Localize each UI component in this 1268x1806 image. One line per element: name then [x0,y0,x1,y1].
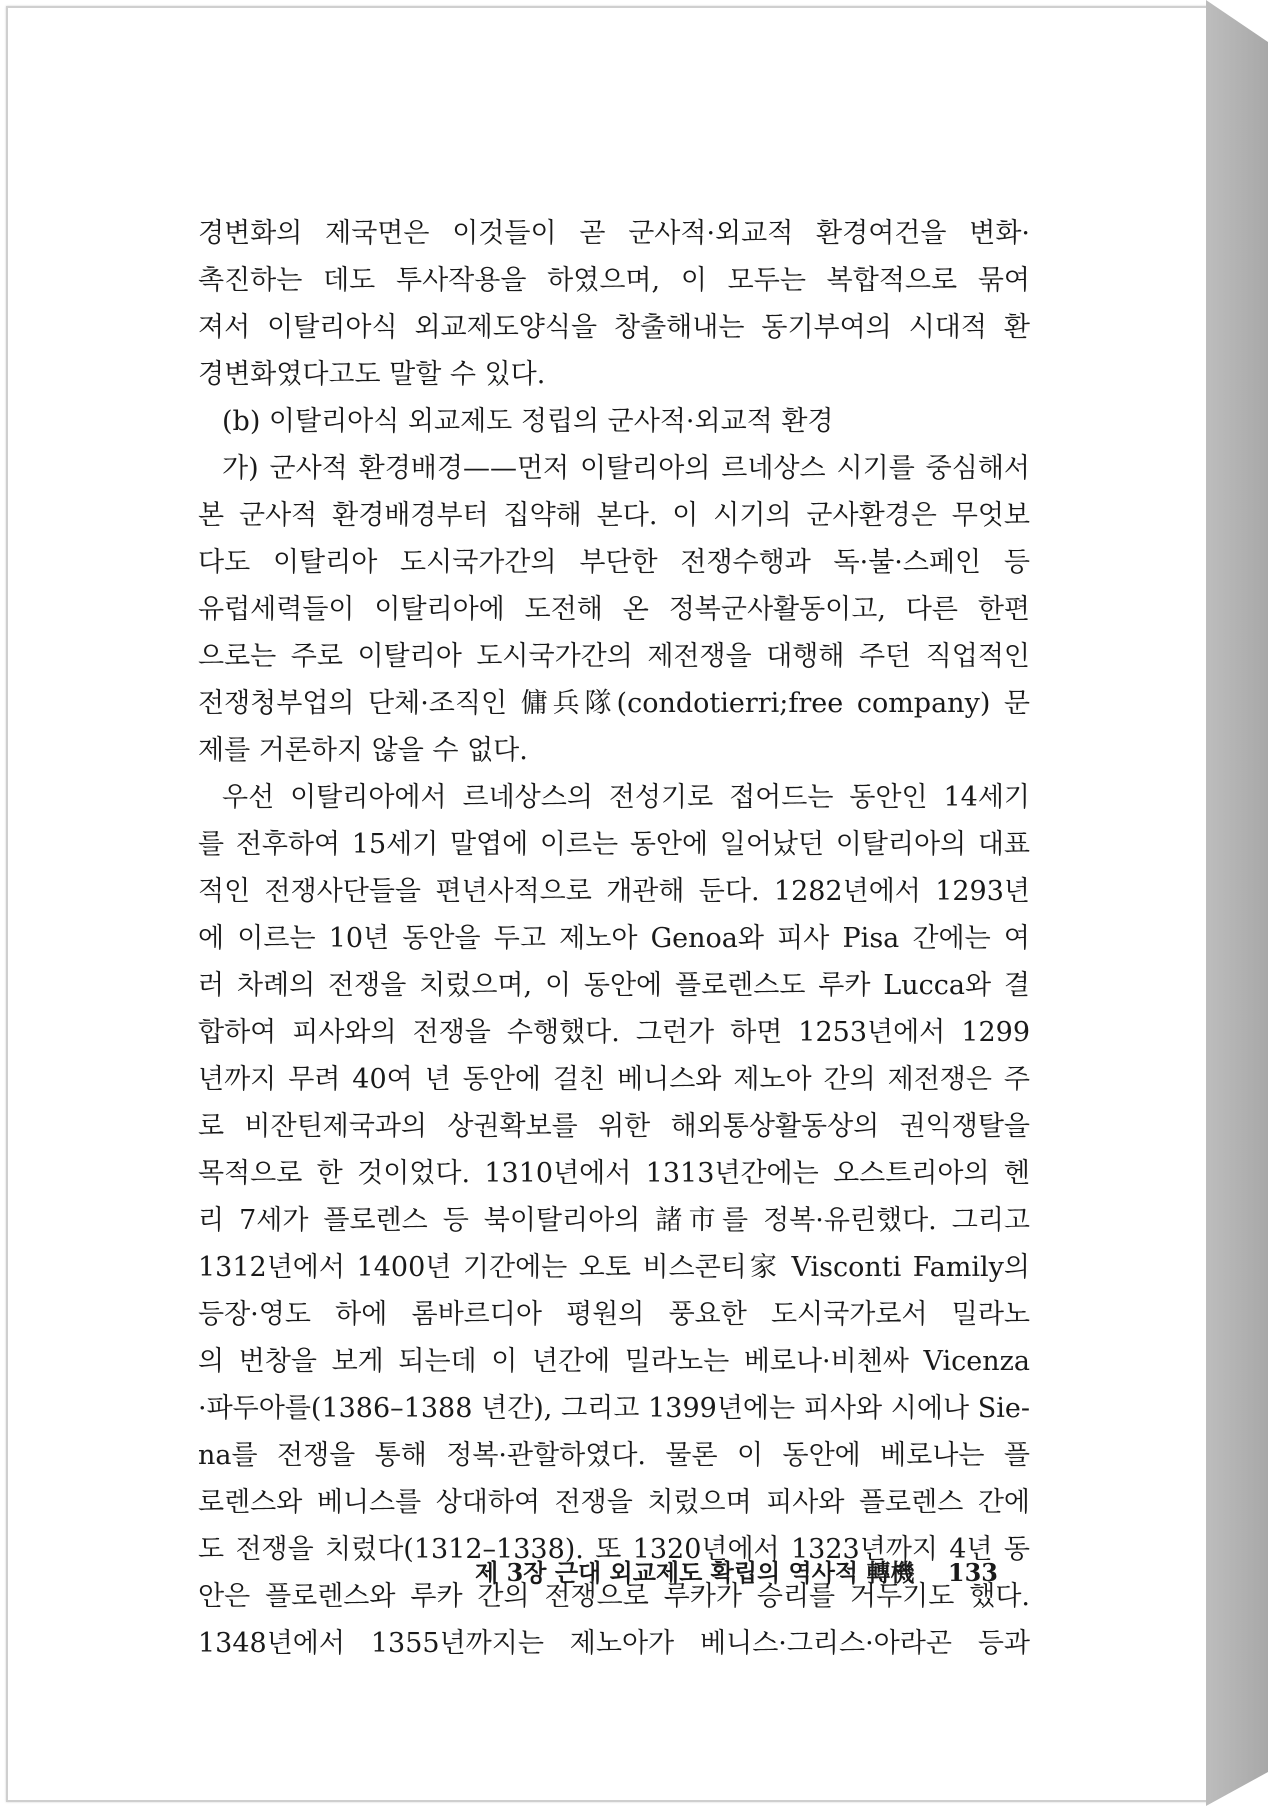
page-number: 133 [947,1558,998,1587]
text-line: 적인 전쟁사단들을 편년사적으로 개관해 둔다. 1282년에서 1293년 [198,876,1030,907]
text-line: 1312년에서 1400년 기간에는 오토 비스콘티家 Visconti Family의 [198,1252,1030,1283]
text-line: 촉진하는 데도 투사작용을 하였으며, 이 모두는 복합적으로 묶여 [198,265,1030,296]
running-head: 제 3장 근대 외교제도 확립의 역사적 轉機 [475,1558,915,1587]
text-line: 으로는 주로 이탈리아 도시국가간의 제전쟁을 대행해 주던 직업적인 [198,641,1030,672]
text-line: 로 비잔틴제국과의 상권확보를 위한 해외통상활동상의 권익쟁탈을 [198,1111,1030,1142]
text-line: 유럽세력들이 이탈리아에 도전해 온 정복군사활동이고, 다른 한편 [198,594,1030,625]
text-line: 경변화의 제국면은 이것들이 곧 군사적·외교적 환경여건을 변화· [198,218,1030,249]
text-line: 를 전후하여 15세기 말엽에 이르는 동안에 일어났던 이탈리아의 대표 [198,829,1030,860]
text-line: 의 번창을 보게 되는데 이 년간에 밀라노는 베로나·비첸싸 Vicenza [198,1346,1030,1377]
text-line: 목적으로 한 것이었다. 1310년에서 1313년간에는 오스트리아의 헨 [198,1158,1030,1189]
subsection-heading-line: 가) 군사적 환경배경——먼저 이탈리아의 르네상스 시기를 중심해서 [222,453,1030,484]
text-line: 러 차례의 전쟁을 치렀으며, 이 동안에 플로렌스도 루카 Lucca와 결 [198,970,1030,1001]
text-line: 다도 이탈리아 도시국가간의 부단한 전쟁수행과 독·불·스페인 등 [198,547,1030,578]
paragraph-start-line: 우선 이탈리아에서 르네상스의 전성기로 접어드는 동안인 14세기 [222,782,1030,813]
page-footer [450,1553,998,1593]
text-line: 도 전쟁을 치렀다(1312–1338). 또 1320년에서 1323년까지 4년 동 [198,1534,1030,1565]
text-line: 등장·영도 하에 롬바르디아 평원의 풍요한 도시국가로서 밀라노 [198,1299,1030,1330]
text-line: 년까지 무려 40여 년 동안에 걸친 베니스와 제노아 간의 제전쟁은 주 [198,1064,1030,1095]
text-line: 전쟁청부업의 단체·조직인 傭兵隊(condotierri;free company) 문 [198,688,1030,719]
text-line: 합하여 피사와의 전쟁을 수행했다. 그런가 하면 1253년에서 1299 [198,1017,1030,1048]
text-line: 경변화였다고도 말할 수 있다. [198,359,546,390]
text-line: 리 7세가 플로렌스 등 북이탈리아의 諸市를 정복·유린했다. 그리고 [198,1205,1030,1236]
section-heading: (b) 이탈리아식 외교제도 정립의 군사적·외교적 환경 [222,406,834,437]
page-edge-shadow [1206,0,1268,1806]
text-line: 1348년에서 1355년까지는 제노아가 베니스·그리스·아라곤 등과 [198,1628,1030,1659]
text-line: ·파두아를(1386–1388 년간), 그리고 1399년에는 피사와 시에나 Sie- [198,1393,1030,1424]
text-line: 에 이르는 10년 동안을 두고 제노아 Genoa와 피사 Pisa 간에는 여 [198,923,1030,954]
text-line: 로렌스와 베니스를 상대하여 전쟁을 치렀으며 피사와 플로렌스 간에 [198,1487,1030,1518]
body-text [198,210,1030,1667]
text-line: na를 전쟁을 통해 정복·관할하였다. 물론 이 동안에 베로나는 플 [198,1440,1030,1471]
text-line: 져서 이탈리아식 외교제도양식을 창출해내는 동기부여의 시대적 환 [198,312,1030,343]
text-line: 안은 플로렌스와 루카 간의 전쟁으로 루카가 승리를 거두기도 했다. [198,1581,1030,1612]
text-line: 본 군사적 환경배경부터 집약해 본다. 이 시기의 군사환경은 무엇보 [198,500,1030,531]
text-line: 제를 거론하지 않을 수 없다. [198,735,528,766]
